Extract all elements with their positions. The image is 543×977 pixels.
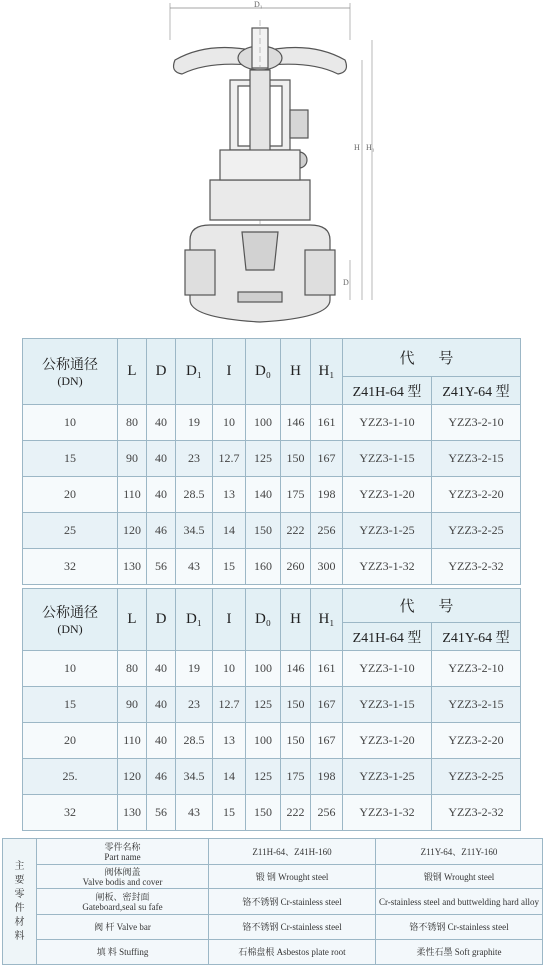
side-label-char: 材 bbox=[14, 916, 25, 928]
cell-l: 110 bbox=[118, 477, 147, 513]
cell-d0: 100 bbox=[246, 723, 281, 759]
cell-model-b-code: YZZ3-2-32 bbox=[432, 795, 521, 831]
cell-l: 80 bbox=[118, 405, 147, 441]
cell-d0: 160 bbox=[246, 549, 281, 585]
cell-d: 40 bbox=[147, 651, 176, 687]
cell-d: 46 bbox=[147, 513, 176, 549]
material-col-b: Cr-stainless steel and buttwelding hard alloy bbox=[376, 889, 543, 915]
cell-model-b-code: YZZ3-2-15 bbox=[432, 687, 521, 723]
cell-h1: 161 bbox=[311, 405, 343, 441]
part-name-cell bbox=[37, 865, 209, 889]
model-b-header: Z41Y-64 型 bbox=[432, 623, 521, 651]
cell-h1: 300 bbox=[311, 549, 343, 585]
cell-model-a-code: YZZ3-1-10 bbox=[343, 651, 432, 687]
cell-dn: 15 bbox=[23, 441, 118, 477]
table-row bbox=[23, 759, 521, 795]
cell-d: 46 bbox=[147, 759, 176, 795]
col-d1-header: D₁ bbox=[176, 339, 213, 405]
cell-model-a-code: YZZ3-1-15 bbox=[343, 441, 432, 477]
dn-header-sub: (DN) bbox=[57, 374, 83, 388]
part-name-cell bbox=[37, 839, 209, 865]
cell-d1: 19 bbox=[176, 651, 213, 687]
material-col-b: 柔性石墨 Soft graphite bbox=[376, 940, 543, 965]
cell-l: 110 bbox=[118, 723, 147, 759]
material-col-b: Z11Y-64、Z11Y-160 bbox=[376, 839, 543, 865]
dn-header-sub: (DN) bbox=[57, 622, 83, 636]
material-col-a: 石棉盘根 Asbestos plate root bbox=[209, 940, 376, 965]
table-row bbox=[3, 915, 543, 940]
cell-dn: 10 bbox=[23, 405, 118, 441]
cell-model-a-code: YZZ3-1-10 bbox=[343, 405, 432, 441]
part-name-cell bbox=[37, 889, 209, 915]
part-name-cn: 阀体阀盖 bbox=[104, 866, 141, 877]
cell-i: 13 bbox=[213, 477, 246, 513]
cell-i: 12.7 bbox=[213, 687, 246, 723]
cell-d: 56 bbox=[147, 795, 176, 831]
cell-h: 222 bbox=[281, 513, 311, 549]
cell-h1: 161 bbox=[311, 651, 343, 687]
material-col-a: 铬不锈钢 Cr-stainless steel bbox=[209, 889, 376, 915]
cell-dn: 15 bbox=[23, 687, 118, 723]
material-col-b: 锻钢 Wrought steel bbox=[376, 865, 543, 889]
dn-header-label: 公称通径 bbox=[42, 606, 98, 621]
cell-l: 90 bbox=[118, 441, 147, 477]
cell-h: 146 bbox=[281, 405, 311, 441]
cell-h: 175 bbox=[281, 759, 311, 795]
col-d-header: D bbox=[147, 339, 176, 405]
table-row bbox=[23, 513, 521, 549]
cell-l: 130 bbox=[118, 549, 147, 585]
spec-table-2 bbox=[22, 588, 521, 831]
cell-dn: 32 bbox=[23, 549, 118, 585]
cell-i: 12.7 bbox=[213, 441, 246, 477]
cell-i: 14 bbox=[213, 759, 246, 795]
cell-h: 146 bbox=[281, 651, 311, 687]
part-name-en: Part name bbox=[104, 851, 141, 862]
col-d1-header: D₁ bbox=[176, 589, 213, 651]
cell-i: 14 bbox=[213, 513, 246, 549]
model-b-header: Z41Y-64 型 bbox=[432, 377, 521, 405]
cell-h: 150 bbox=[281, 723, 311, 759]
part-name-cn: 阀 杆 Valve bar bbox=[94, 922, 151, 932]
cell-d0: 140 bbox=[246, 477, 281, 513]
cell-model-b-code: YZZ3-2-20 bbox=[432, 477, 521, 513]
table-row bbox=[23, 405, 521, 441]
cell-model-a-code: YZZ3-1-32 bbox=[343, 549, 432, 585]
table-row bbox=[23, 441, 521, 477]
col-h1-header: H₁ bbox=[311, 339, 343, 405]
col-h-header: H bbox=[281, 339, 311, 405]
cell-h: 222 bbox=[281, 795, 311, 831]
material-col-b: 铬不锈钢 Cr-stainless steel bbox=[376, 915, 543, 940]
cell-d0: 125 bbox=[246, 759, 281, 795]
table-row bbox=[23, 687, 521, 723]
cell-model-b-code: YZZ3-2-25 bbox=[432, 759, 521, 795]
cell-model-a-code: YZZ3-1-32 bbox=[343, 795, 432, 831]
cell-d0: 150 bbox=[246, 513, 281, 549]
col-l-header: L bbox=[118, 339, 147, 405]
cell-h1: 167 bbox=[311, 441, 343, 477]
dim-d1-label: D₁ bbox=[254, 0, 263, 9]
side-label-char: 零 bbox=[14, 888, 25, 900]
cell-h1: 198 bbox=[311, 477, 343, 513]
cell-d1: 43 bbox=[176, 795, 213, 831]
dn-header-label: 公称通径 bbox=[42, 358, 98, 373]
material-col-a: 铬不锈钢 Cr-stainless steel bbox=[209, 915, 376, 940]
part-name-cn: 填 料 Stuffing bbox=[96, 947, 149, 957]
cell-h: 150 bbox=[281, 687, 311, 723]
code-header: 代 号 bbox=[343, 589, 521, 623]
cell-d: 40 bbox=[147, 405, 176, 441]
cell-d1: 23 bbox=[176, 441, 213, 477]
part-name-cell bbox=[37, 940, 209, 965]
cell-model-b-code: YZZ3-2-20 bbox=[432, 723, 521, 759]
cell-i: 15 bbox=[213, 795, 246, 831]
cell-d0: 125 bbox=[246, 687, 281, 723]
cell-model-a-code: YZZ3-1-15 bbox=[343, 687, 432, 723]
code-header: 代 号 bbox=[343, 339, 521, 377]
col-l-header: L bbox=[118, 589, 147, 651]
cell-i: 15 bbox=[213, 549, 246, 585]
cell-l: 80 bbox=[118, 651, 147, 687]
cell-i: 10 bbox=[213, 405, 246, 441]
part-name-en: Gateboard,seal su fafe bbox=[82, 901, 163, 912]
cell-model-a-code: YZZ3-1-20 bbox=[343, 477, 432, 513]
cell-l: 130 bbox=[118, 795, 147, 831]
cell-d: 40 bbox=[147, 723, 176, 759]
table-row bbox=[23, 477, 521, 513]
cell-i: 10 bbox=[213, 651, 246, 687]
side-label-char: 件 bbox=[14, 902, 25, 914]
table-row bbox=[3, 839, 543, 865]
cell-d1: 28.5 bbox=[176, 723, 213, 759]
part-name-cn: 闸板、密封面 bbox=[95, 891, 150, 902]
cell-d1: 34.5 bbox=[176, 513, 213, 549]
material-col-a: Z11H-64、Z41H-160 bbox=[209, 839, 376, 865]
table-row bbox=[23, 651, 521, 687]
col-i-header: I bbox=[213, 589, 246, 651]
cell-dn: 10 bbox=[23, 651, 118, 687]
cell-model-b-code: YZZ3-2-25 bbox=[432, 513, 521, 549]
cell-d: 40 bbox=[147, 687, 176, 723]
cell-h1: 167 bbox=[311, 687, 343, 723]
cell-dn: 20 bbox=[23, 477, 118, 513]
cell-h1: 256 bbox=[311, 513, 343, 549]
cell-d0: 150 bbox=[246, 795, 281, 831]
cell-model-a-code: YZZ3-1-25 bbox=[343, 759, 432, 795]
cell-d: 40 bbox=[147, 477, 176, 513]
cell-d0: 100 bbox=[246, 651, 281, 687]
model-a-header: Z41H-64 型 bbox=[343, 623, 432, 651]
cell-d0: 125 bbox=[246, 441, 281, 477]
table-row bbox=[3, 889, 543, 915]
material-col-a: 锻 钢 Wrought steel bbox=[209, 865, 376, 889]
cell-h: 150 bbox=[281, 441, 311, 477]
col-i-header: I bbox=[213, 339, 246, 405]
cell-d1: 23 bbox=[176, 687, 213, 723]
cell-l: 90 bbox=[118, 687, 147, 723]
model-a-header: Z41H-64 型 bbox=[343, 377, 432, 405]
spec-table-1 bbox=[22, 338, 521, 585]
cell-dn: 20 bbox=[23, 723, 118, 759]
side-label-char: 要 bbox=[14, 874, 25, 886]
side-label-char: 主 bbox=[14, 860, 25, 872]
cell-model-a-code: YZZ3-1-20 bbox=[343, 723, 432, 759]
col-d-header: D bbox=[147, 589, 176, 651]
col-d0-header: D₀ bbox=[246, 339, 281, 405]
cell-d1: 28.5 bbox=[176, 477, 213, 513]
materials-table bbox=[2, 838, 543, 965]
cell-model-b-code: YZZ3-2-10 bbox=[432, 651, 521, 687]
dim-h1-label: H₁ bbox=[366, 143, 375, 152]
dn-header bbox=[23, 339, 118, 405]
table-row bbox=[23, 723, 521, 759]
cell-h1: 256 bbox=[311, 795, 343, 831]
cell-model-b-code: YZZ3-2-32 bbox=[432, 549, 521, 585]
col-h1-header: H₁ bbox=[311, 589, 343, 651]
cell-l: 120 bbox=[118, 759, 147, 795]
part-name-cn: 零件名称 bbox=[104, 841, 141, 852]
cell-dn: 25 bbox=[23, 513, 118, 549]
table-row bbox=[23, 795, 521, 831]
cell-h1: 198 bbox=[311, 759, 343, 795]
main-parts-materials-label bbox=[3, 839, 37, 965]
cell-d0: 100 bbox=[246, 405, 281, 441]
cell-d1: 19 bbox=[176, 405, 213, 441]
table-row bbox=[3, 940, 543, 965]
col-d0-header: D₀ bbox=[246, 589, 281, 651]
cell-d1: 34.5 bbox=[176, 759, 213, 795]
cell-d1: 43 bbox=[176, 549, 213, 585]
cell-model-a-code: YZZ3-1-25 bbox=[343, 513, 432, 549]
table-row bbox=[23, 549, 521, 585]
cell-l: 120 bbox=[118, 513, 147, 549]
part-name-cell bbox=[37, 915, 209, 940]
cell-d: 40 bbox=[147, 441, 176, 477]
part-name-en: Valve bodis and cover bbox=[82, 876, 163, 887]
dim-h-label: H bbox=[354, 143, 360, 152]
cell-model-b-code: YZZ3-2-15 bbox=[432, 441, 521, 477]
cell-d: 56 bbox=[147, 549, 176, 585]
cell-h: 175 bbox=[281, 477, 311, 513]
cell-dn: 25. bbox=[23, 759, 118, 795]
dim-d-label: D bbox=[343, 278, 349, 287]
cell-i: 13 bbox=[213, 723, 246, 759]
table-row bbox=[3, 865, 543, 889]
dn-header bbox=[23, 589, 118, 651]
cell-h: 260 bbox=[281, 549, 311, 585]
cell-h1: 167 bbox=[311, 723, 343, 759]
col-h-header: H bbox=[281, 589, 311, 651]
side-label-char: 料 bbox=[14, 930, 25, 942]
cell-dn: 32 bbox=[23, 795, 118, 831]
cell-model-b-code: YZZ3-2-10 bbox=[432, 405, 521, 441]
valve-drawing bbox=[150, 0, 390, 330]
